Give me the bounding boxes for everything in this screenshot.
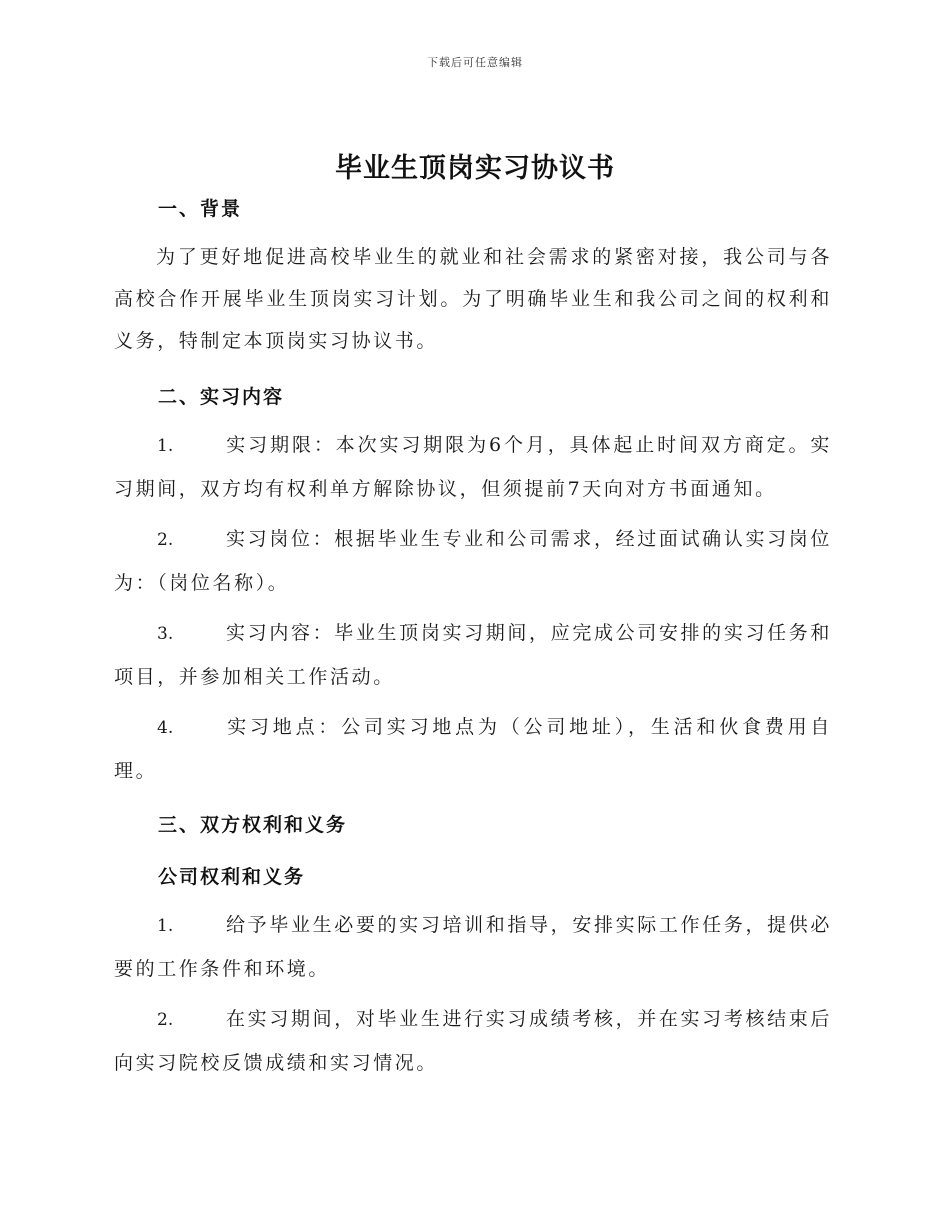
content-item-3 [114,612,832,699]
item-number: 1. [157,916,174,936]
header-note: 下载后可任意编辑 [427,56,523,69]
item-number: 2. [157,530,174,550]
document-title: 毕业生顶岗实习协议书 [335,153,615,184]
section-heading-content: 二、实习内容 [158,386,285,408]
item-number: 3. [157,624,174,644]
item-text: 实习岗位：根据毕业生专业和公司需求，经过面试确认实习岗位为：（岗位名称）。 [114,528,832,594]
item-text: 实习内容：毕业生顶岗实习期间，应完成公司安排的实习任务和项目，并参加相关工作活动。 [114,622,832,688]
item-text: 给予毕业生必要的实习培训和指导，安排实际工作任务，提供必要的工作条件和环境。 [114,914,832,980]
section-heading-background: 一、背景 [158,198,243,220]
section-heading-rights: 三、双方权利和义务 [158,814,348,836]
background-paragraph: 为了更好地促进高校毕业生的就业和社会需求的紧密对接，我公司与各高校合作开展毕业生顶岗实习计划。为了明确毕业生和我公司之间的权利和义务，特制定本顶岗实习协议书。 [114,246,832,352]
subheading-company-rights: 公司权利和义务 [158,866,306,888]
item-text: 实习地点：公司实习地点为（公司地址），生活和伙食费用自理。 [114,716,832,782]
rights-item-1 [114,904,832,991]
content-item-4 [114,706,832,793]
item-text: 在实习期间，对毕业生进行实习成绩考核，并在实习考核结束后向实习院校反馈成绩和实习情况。 [114,1008,832,1074]
item-number: 2. [157,1010,174,1030]
item-number: 1. [157,436,174,456]
rights-item-2 [114,998,832,1085]
content-item-1 [114,424,832,511]
item-number: 4. [157,718,174,738]
item-text: 实习期限：本次实习期限为6个月，具体起止时间双方商定。实习期间，双方均有权利单方解除协议，但须提前7天向对方书面通知。 [114,434,832,500]
content-item-2 [114,518,832,605]
